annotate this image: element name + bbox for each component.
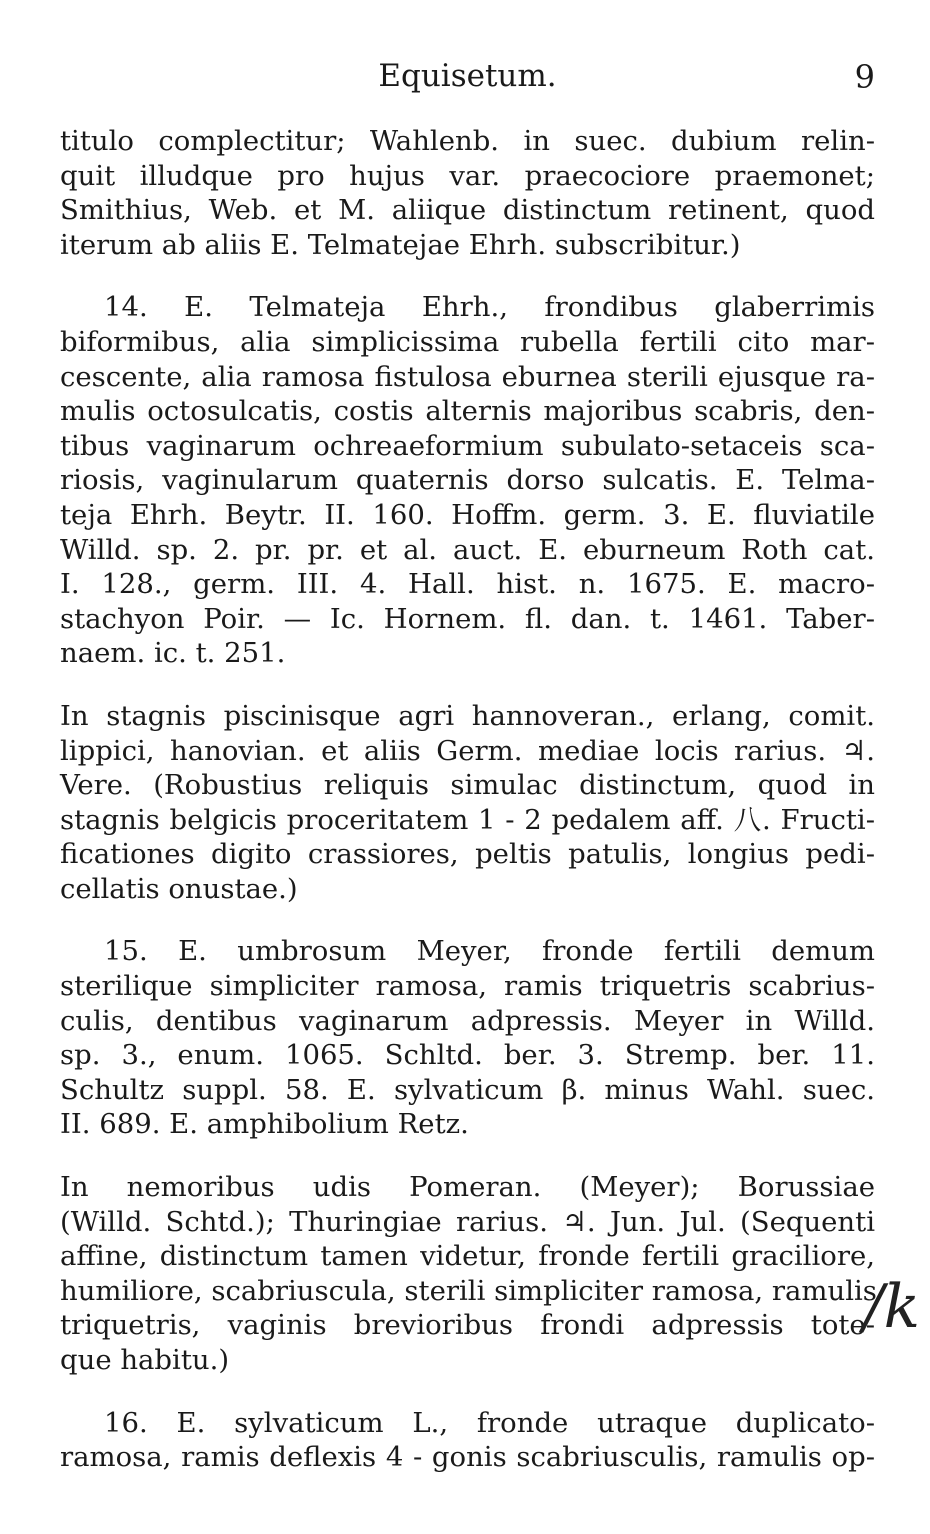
margin-annotation: /k xyxy=(863,1272,920,1342)
species-entry-16 xyxy=(60,1406,875,1475)
text-line: culis, dentibus vaginarum adpressis. Meyer in Willd. xyxy=(60,1004,875,1037)
habitat-paragraph-15 xyxy=(60,1170,875,1378)
text-line: cellatis onustae.) xyxy=(60,872,298,905)
text-line: 16. E. sylvaticum L., fronde utraque duplicato- xyxy=(104,1406,875,1439)
species-entry-14 xyxy=(60,290,875,671)
text-line: affine, distinctum tamen videtur, fronde fertili graciliore, xyxy=(60,1240,875,1273)
text-line: quit illudque pro hujus var. praecociore praemonet; xyxy=(60,159,875,192)
text-line: 15. E. umbrosum Meyer, fronde fertili demum xyxy=(104,935,875,968)
text-line: sterilique simpliciter ramosa, ramis triquetris scabrius- xyxy=(60,970,875,1003)
text-line: lippici, hanovian. et aliis Germ. mediae locis rarius. ♃. xyxy=(60,734,875,767)
text-line: tibus vaginarum ochreaeformium subulato-setaceis sca- xyxy=(60,429,875,462)
book-page xyxy=(60,58,875,1475)
text-line: iterum ab aliis E. Telmatejae Ehrh. subscribitur.) xyxy=(60,228,741,261)
text-line: mulis octosulcatis, costis alternis majoribus scabris, den- xyxy=(60,395,875,428)
text-line: stachyon Poir. — Ic. Hornem. fl. dan. t. 1461. Taber- xyxy=(60,602,875,635)
text-line: stagnis belgicis proceritatem 1 - 2 pedalem aff. 八. Fructi- xyxy=(60,803,875,836)
text-line: Smithius, Web. et M. aliique distinctum retinent, quod xyxy=(60,194,875,227)
text-line: Vere. (Robustius reliquis simulac distinctum, quod in xyxy=(60,769,875,802)
text-line: In stagnis piscinisque agri hannoveran., erlang, comit. xyxy=(60,699,875,732)
text-line: sp. 3., enum. 1065. Schltd. ber. 3. Stremp. ber. 11. xyxy=(60,1039,875,1072)
text-line: biformibus, alia simplicissima rubella fertili cito mar- xyxy=(60,325,875,358)
text-line: riosis, vaginularum quaternis dorso sulcatis. E. Telma- xyxy=(60,464,875,497)
text-line: 14. E. Telmateja Ehrh., frondibus glaberrimis xyxy=(104,291,875,324)
text-line: (Willd. Schtd.); Thuringiae rarius. ♃. Jun. Jul. (Sequenti xyxy=(60,1205,875,1238)
text-line: triquetris, vaginis brevioribus frondi adpressis tote- xyxy=(60,1309,875,1342)
habitat-paragraph-14 xyxy=(60,699,875,907)
text-line: teja Ehrh. Beytr. II. 160. Hoffm. germ. 3. E. fluviatile xyxy=(60,498,875,531)
text-line: ramosa, ramis deflexis 4 - gonis scabriusculis, ramulis op- xyxy=(60,1441,875,1474)
text-line: Schultz suppl. 58. E. sylvaticum β. minus Wahl. suec. xyxy=(60,1073,875,1106)
text-line: ficationes digito crassiores, peltis patulis, longius pedi- xyxy=(60,838,875,871)
text-line: que habitu.) xyxy=(60,1344,230,1376)
page-number: 9 xyxy=(854,58,875,96)
paragraph-continuation xyxy=(60,124,875,262)
text-line: cescente, alia ramosa fistulosa eburnea sterili ejusque ra- xyxy=(60,360,875,393)
text-line: naem. ic. t. 251. xyxy=(60,637,286,670)
text-line: humiliore, scabriuscula, sterili simpliciter ramosa, ramulis xyxy=(60,1274,877,1307)
text-line: titulo complectitur; Wahlenb. in suec. dubium relin- xyxy=(60,125,875,157)
species-entry-15 xyxy=(60,934,875,1142)
page-header xyxy=(60,58,875,106)
body-text xyxy=(60,124,875,1475)
text-line: I. 128., germ. III. 4. Hall. hist. n. 1675. E. macro- xyxy=(60,568,875,601)
text-line: II. 689. E. amphibolium Retz. xyxy=(60,1108,469,1141)
text-line: Willd. sp. 2. pr. pr. et al. auct. E. eburneum Roth cat. xyxy=(60,533,875,566)
text-line: In nemoribus udis Pomeran. (Meyer); Borussiae xyxy=(60,1171,875,1204)
running-title: Equisetum. xyxy=(378,58,557,94)
